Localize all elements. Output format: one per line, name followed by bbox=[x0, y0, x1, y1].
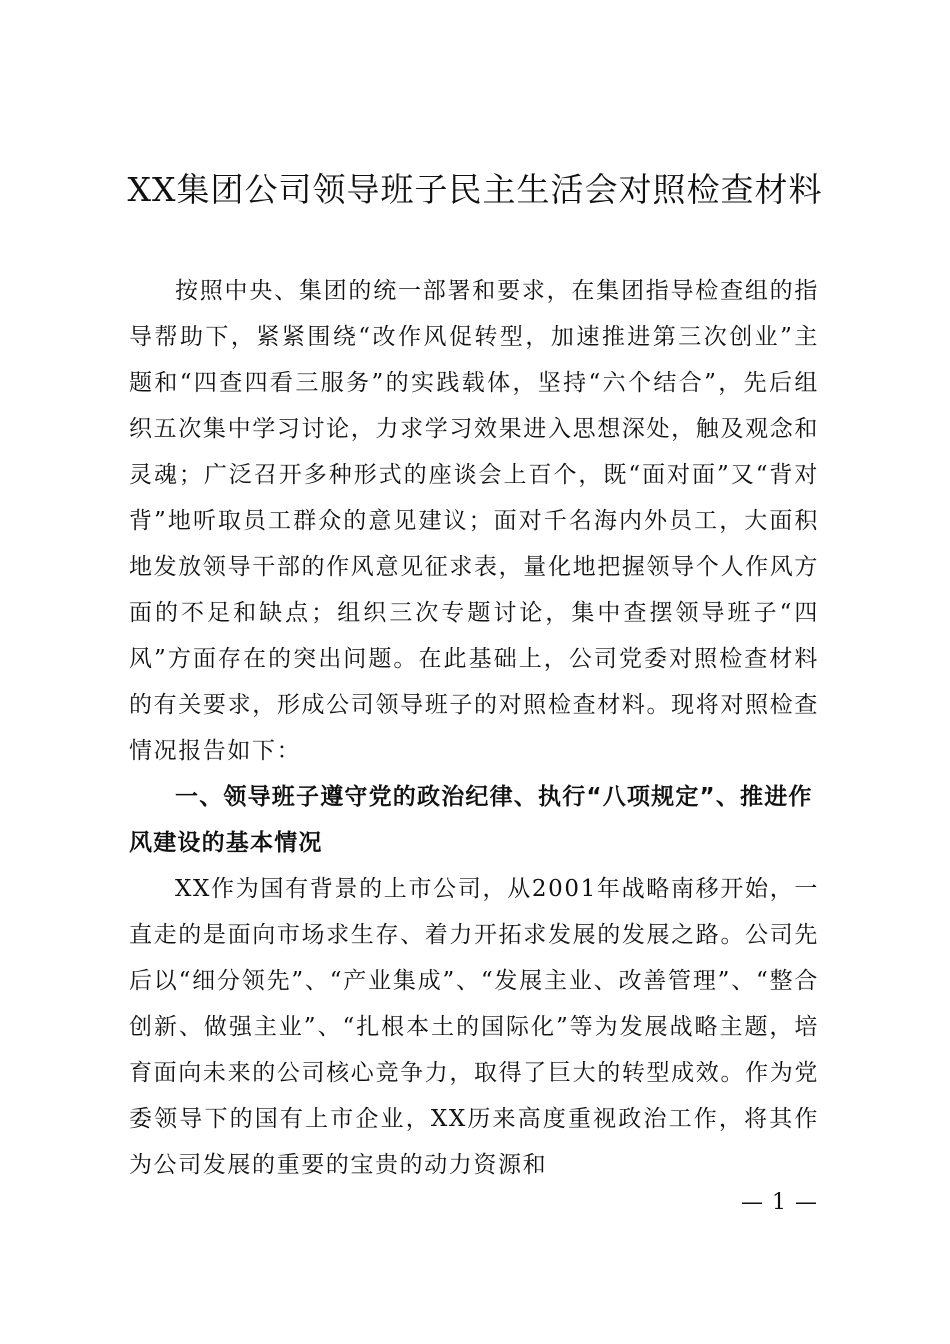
intro-paragraph: 按照中央、集团的统一部署和要求，在集团指导检查组的指导帮助下，紧紧围绕“改作风促转型，加速推进第三次创业”主题和“四查四看三服务”的实践载体，坚持“六个结合”，先后组织五次集中学习讨论，力求学习效果进入思想深处，触及观念和灵魂；广泛召开多种形式的座谈会上百个，既“面对面”又“背对背”地听取员工群众的意见建议；面对千名海内外员工，大面积地发放领导干部的作风意见征求表，量化地把握领导个人作风方面的不足和缺点；组织三次专题讨论，集中查摆领导班子“四风”方面存在的突出问题。在此基础上，公司党委对照检查材料的有关要求，形成公司领导班子的对照检查材料。现将对照检查情况报告如下： bbox=[129, 278, 819, 764]
document-body bbox=[129, 268, 819, 1188]
document-title: XX集团公司领导班子民主生活会对照检查材料 bbox=[127, 170, 823, 209]
page-number: — 1 — bbox=[741, 1190, 818, 1215]
section-1-paragraph: XX作为国有背景的上市公司，从2001年战略南移开始，一直走的是面向市场求生存、着力开拓求发展的发展之路。公司先后以“细分领先”、“产业集成”、“发展主业、改善管理”、“整合创新、做强主业”、“扎根本土的国际化”等为发展战略主题，培育面向未来的公司核心竞争力，取得了巨大的转型成效。作为党委领导下的国有上市企业，XX历来高度重视政治工作，将其作为公司发展的重要的宝贵的动力资源和 bbox=[129, 876, 819, 1178]
section-1-heading: 一、领导班子遵守党的政治纪律、执行“八项规定”、推进作风建设的基本情况 bbox=[129, 784, 813, 856]
